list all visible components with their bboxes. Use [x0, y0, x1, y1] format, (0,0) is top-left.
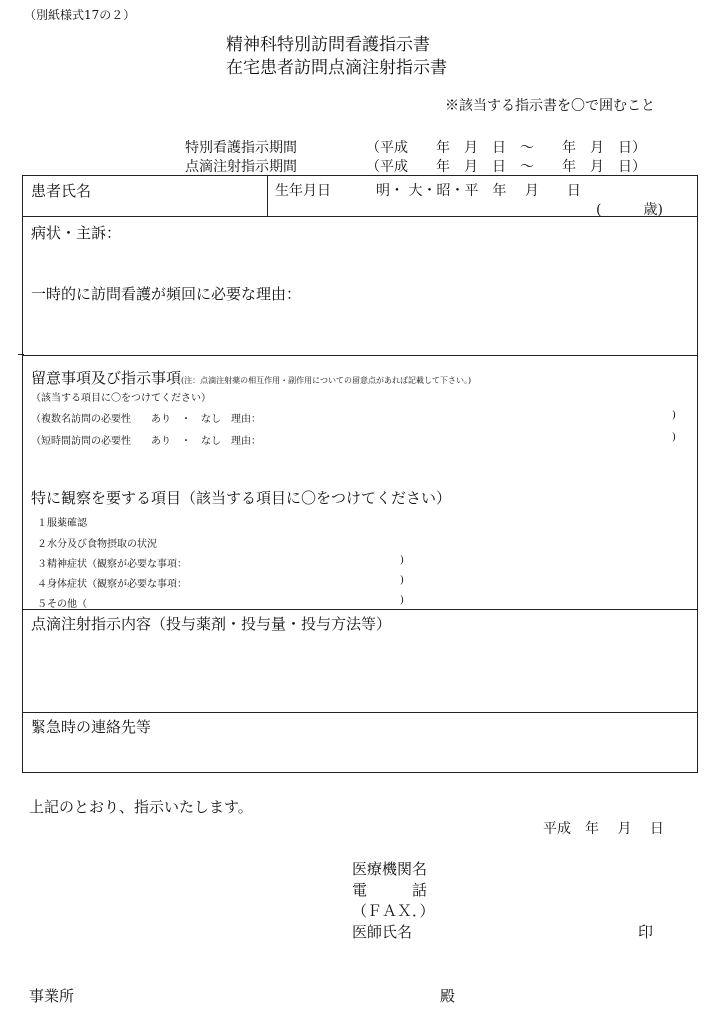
seal-mark: 印 — [638, 923, 654, 941]
fax-label: （ＦＡＸ．） — [352, 902, 435, 920]
margin-tick — [18, 354, 24, 355]
notes-heading — [31, 367, 471, 388]
close-paren: ) — [400, 575, 404, 586]
row-divider — [23, 355, 697, 356]
office-label: 事業所 — [29, 987, 75, 1005]
emergency-contact-label: 緊急時の連絡先等 — [31, 718, 152, 736]
short-visit-line: （短時間訪問の必要性 あり ・ なし 理由： — [31, 436, 261, 447]
drip-period-value: （平成 年 月 日 ～ 年 月 日） — [366, 159, 646, 175]
column-divider — [267, 176, 268, 216]
close-paren: ) — [400, 595, 404, 606]
notes-circle-instruction: （該当する項目に〇をつけてください） — [31, 393, 211, 404]
instruction-statement: 上記のとおり、指示いたします。 — [29, 798, 253, 816]
special-nursing-period-label: 特別看護指示期間 — [185, 140, 297, 156]
instruction-form-table — [22, 175, 698, 773]
row-divider — [23, 712, 697, 713]
close-paren: ) — [672, 410, 676, 421]
close-paren: ) — [672, 432, 676, 443]
birth-era-options: 明・ 大・昭・平 年 月 日 — [376, 183, 581, 199]
observation-item: １服薬確認 — [37, 518, 87, 529]
drip-instruction-label: 点滴注射指示内容（投与薬剤・投与量・投与方法等） — [31, 615, 392, 633]
row-divider — [23, 609, 697, 610]
phone-label: 電 話 — [352, 881, 428, 899]
special-nursing-period-value: （平成 年 月 日 ～ 年 月 日） — [366, 140, 646, 156]
title-line-1: 精神科特別訪問看護指示書 — [226, 35, 430, 55]
close-paren: ) — [400, 555, 404, 566]
notes-subnote: (注：点滴注射薬の相互作用・副作用についての留意点があれば記載して下さい。) — [181, 376, 472, 385]
observation-item: ４身体症状（観察が必要な事項： — [37, 579, 187, 590]
honorific: 殿 — [440, 987, 456, 1005]
form-number: （別紙様式17の２） — [24, 8, 136, 22]
symptoms-label: 病状・主訴： — [31, 224, 122, 242]
doctor-name-label: 医師氏名 — [352, 923, 413, 941]
observation-item: ５その他（ — [37, 599, 87, 610]
multi-person-visit-line: （複数名訪問の必要性 あり ・ なし 理由： — [31, 414, 261, 425]
observation-item: ３精神症状（観察が必要な事項： — [37, 559, 187, 570]
observation-heading: 特に観察を要する項目（該当する項目に〇をつけてください） — [31, 489, 452, 507]
circle-instruction: ※該当する指示書を〇で囲むこと — [445, 98, 655, 114]
birth-date-label: 生年月日 — [275, 183, 331, 199]
drip-period-label: 点滴注射指示期間 — [185, 159, 297, 175]
title-line-2: 在宅患者訪問点滴注射指示書 — [226, 58, 447, 78]
institution-name-label: 医療機関名 — [352, 860, 428, 878]
age-field: ( 歳) — [596, 202, 663, 218]
date-line: 平成 年 月 日 — [543, 821, 664, 837]
frequent-visit-reason-label: 一時的に訪問看護が頻回に必要な理由： — [31, 285, 302, 303]
notes-label: 留意事項及び指示事項 — [31, 369, 182, 387]
patient-name-label: 患者氏名 — [31, 182, 92, 200]
observation-item: ２水分及び食物摂取の状況 — [37, 539, 157, 550]
